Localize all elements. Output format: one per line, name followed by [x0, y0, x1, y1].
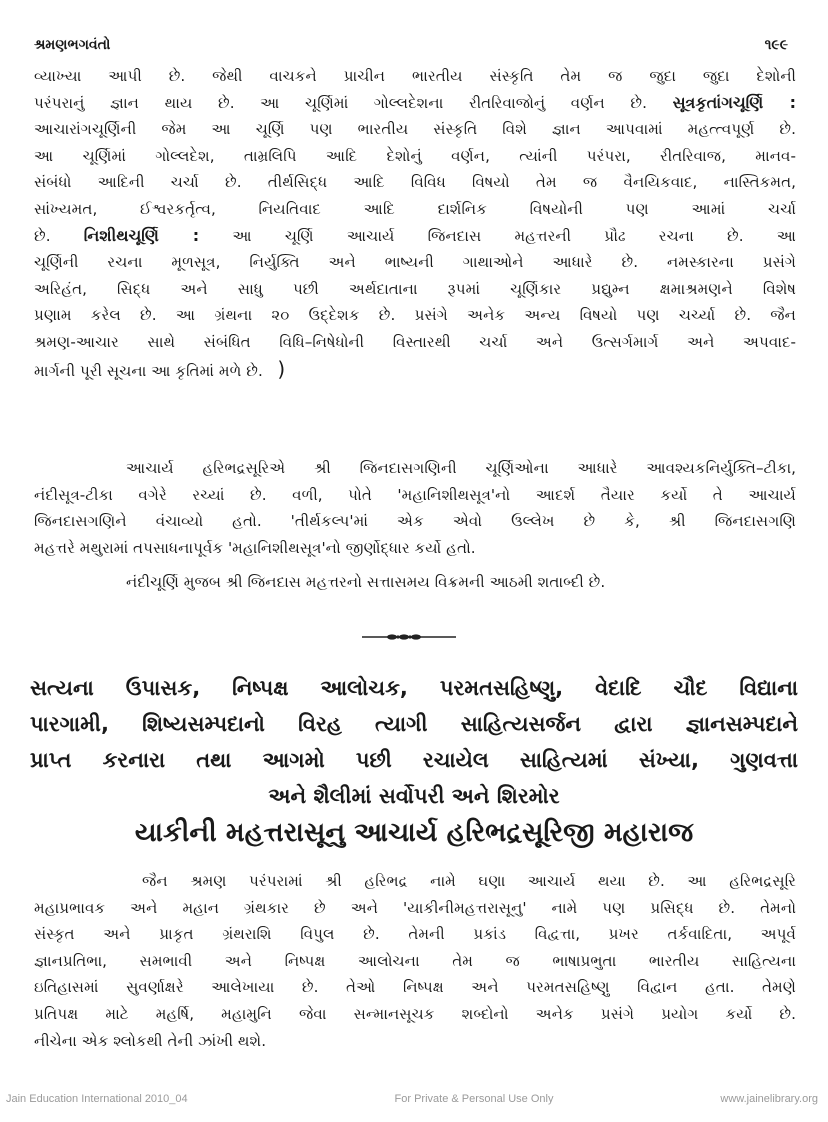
running-head-title: શ્રમણભગવંતો [34, 37, 111, 53]
text-line: વ્યાખ્યા આપી છે. જેથી વાચકને પ્રાચીન ભારતીય સંસ્કૃતિ તેમ જ જુદા જુદા દેશોની [34, 67, 796, 85]
text-line: જિનદાસગણિને વંચાવ્યો હતો. 'તીર્થકલ્પ'માં એક એવો ઉલ્લેખ છે કે, શ્રી જિનદાસગણિ [34, 512, 796, 531]
tribute-line: પારગામી, શિષ્યસમ્પદાનો વિરહ ત્યાગી સાહિત્યસર્જન દ્વારા જ્ઞાનસમ્પદાને [30, 712, 798, 736]
text-line: પ્રતિપક્ષ માટે મહર્ષિ, મહામુનિ જેવા સન્માનસૂચક શબ્દોનો અનેક પ્રસંગે પ્રયોગ કર્યો છે. [34, 1004, 796, 1023]
text-line: મહત્તરે મથુરામાં તપસાધનાપૂર્વક 'મહાનિશીથસૂત્ર'નો જીર્ણોદ્ધાર કર્યો હતો. [34, 538, 476, 557]
text-line: ઇતિહાસમાં સુવર્ણાક્ષરે આલેખાયા છે. તેઓ નિષ્પક્ષ અને પરમતસહિષ્ણુ વિદ્વાન હતા. તેમણે [34, 978, 796, 997]
text-line: આ ચૂર્ણિમાં ગોલ્લદેશ, તામ્રલિપિ આદિ દેશોનું વર્ણન, ત્યાંની પરંપરા, રીતરિવાજ, માનવ- [34, 146, 796, 165]
footer-publisher: Jain Education International 2010_04 [6, 1093, 188, 1105]
text-line: અરિહંત, સિદ્ધ અને સાધુ પછી અર્થદાતાના રૂપમાં ચૂર્ણિકાર પ્રદ્યુમ્ન ક્ષમાશ્રમણને વિશેષ [34, 279, 796, 298]
text-line: માર્ગની પૂરી સૂચના આ કૃતિમાં મળે છે. ) [34, 356, 286, 381]
text-line: સાંખ્યમત, ઈશ્વરકર્તૃત્વ, નિયતિવાદ આદિ દાર્શનિક વિષયોની પણ આમાં ચર્ચા [34, 199, 796, 218]
section-churni-description [34, 63, 796, 384]
term-nishitha-churni: નિશીથચૂર્ણિ : [83, 225, 200, 245]
text-line: છે. નિશીથચૂર્ણિ : આ ચૂર્ણિ આચાર્ય જિનદાસ મહત્તરની પ્રૌઢ રચના છે. આ [34, 225, 796, 245]
footer-website-link[interactable]: www.jainelibrary.org [720, 1093, 818, 1105]
text-line: સંબંધો આદિની ચર્ચા છે. તીર્થસિદ્ધ આદિ વિવિધ વિષયો તેમ જ વૈનયિકવાદ, નાસ્તિકમત, [34, 173, 796, 192]
running-head [34, 34, 788, 56]
section-haribhadrasuri-intro [34, 868, 796, 1054]
page-number: ૧૯૯ [764, 37, 788, 53]
section-heading: યાકીની મહત્તરાસૂનુ આચાર્ય હરિભદ્રસૂરિજી મહારાજ [134, 817, 694, 848]
footer-usage-note: For Private & Personal Use Only [394, 1093, 554, 1105]
text-line: સંસ્કૃત અને પ્રાકૃત ગ્રંથરાશિ વિપુલ છે. તેમની પ્રકાંડ વિદ્વત્તા, પ્રખર તર્કવાદિતા, અપૂર્વ [34, 925, 796, 944]
text-line: શ્રમણ-આચાર સાથે સંબંધિત વિધિ–નિષેધોની વિસ્તારથી ચર્ચા અને ઉત્સર્ગમાર્ગ અને અપવાદ- [34, 332, 796, 351]
term-sutrakritanga-churni: સૂત્રકૃતાંગચૂર્ણિ : [672, 92, 796, 112]
text-line: જૈન શ્રમણ પરંપરામાં શ્રી હરિભદ્ર નામે ઘણા આચાર્ય થયા છે. આ હરિભદ્રસૂરિ [142, 872, 796, 890]
section-date-note [34, 569, 796, 596]
text-line: આચારાંગચૂર્ણિની જેમ આ ચૂર્ણિ પણ ભારતીય સંસ્કૃતિ વિશે જ્ઞાન આપવામાં મહત્ત્વપૂર્ણ છે. [34, 120, 796, 139]
tribute-line: અને શૈલીમાં સર્વોપરી અને શિરમોર [268, 784, 560, 808]
tribute-epithets [30, 670, 798, 814]
text-line: મહાપ્રભાવક અને મહાન ગ્રંથકાર છે અને 'યાકીનીમહત્તરાસૂનુ' નામે પણ પ્રસિદ્ધ છે. તેમનો [34, 898, 796, 917]
text-line: ચૂર્ણિની રચના મૂળસૂત્ર, નિર્યુક્તિ અને ભાષ્યની ગાથાઓને આધારે છે. નમસ્કારના પ્રસંગે [34, 253, 796, 272]
section-haribhadra-works [34, 455, 796, 561]
ornament-divider [362, 633, 456, 641]
text-line: નીચેના એક શ્લોકથી તેની ઝાંખી થશે. [34, 1031, 267, 1050]
text-line: પરંપરાનું જ્ઞાન થાય છે. આ ચૂર્ણિમાં ગોલ્લદેશના રીતરિવાજોનું વર્ણન છે. સૂત્રકૃતાંગચૂર્ણિ : [34, 92, 796, 112]
margin-mark: ) [277, 356, 286, 381]
text-line: નંદીચૂર્ણિ મુજબ શ્રી જિનદાસ મહત્તરનો સત્તાસમય વિક્રમની આઠમી શતાબ્દી છે. [126, 573, 606, 591]
page-footer [6, 1093, 818, 1109]
text-line: જ્ઞાનપ્રતિભા, સમભાવી અને નિષ્પક્ષ આલોચના તેમ જ ભાષાપ્રભુતા ભારતીય સાહિત્યના [34, 951, 796, 970]
tribute-line: સત્યના ઉપાસક, નિષ્પક્ષ આલોચક, પરમતસહિષ્ણુ, વેદાદિ ચૌદ વિદ્યાના [30, 676, 798, 700]
tribute-line: પ્રાપ્ત કરનારા તથા આગમો પછી રચાયેલ સાહિત્યમાં સંખ્યા, ગુણવત્તા [30, 748, 798, 772]
text-line: નંદીસૂત્ર-ટીકા વગેરે રચ્યાં છે. વળી, પોતે 'મહાનિશીથસૂત્ર'નો આદર્શ તૈયાર કર્યો તે આચાર્ય [34, 485, 796, 504]
text-line: આચાર્ય હરિભદ્રસૂરિએ શ્રી જિનદાસગણિની ચૂર્ણિઓના આધારે આવશ્યકનિર્યુક્તિ–ટીકા, [126, 459, 796, 477]
text-line: પ્રણામ કરેલ છે. આ ગ્રંથના ૨૦ ઉદ્દેશક છે. પ્રસંગે અનેક અન્ય વિષયો પણ ચર્ચ્યા છે. જૈન [34, 306, 796, 325]
